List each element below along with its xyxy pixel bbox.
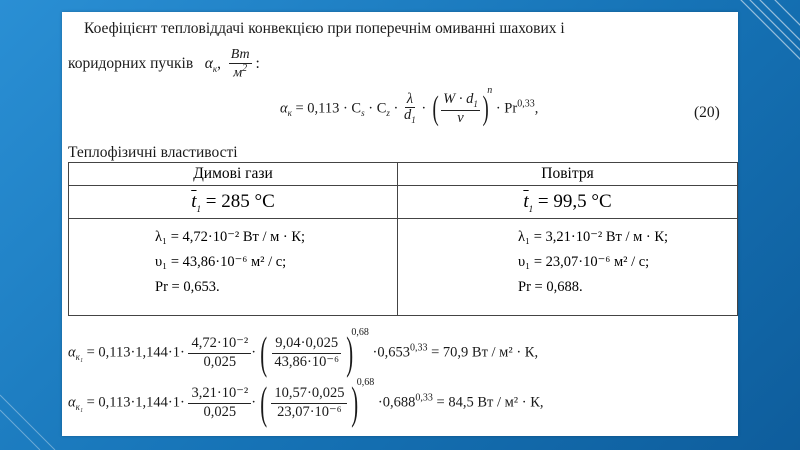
calc2-right-paren: ) [351,377,359,428]
props-air [398,219,738,316]
frac1-den-text: d [403,107,412,124]
table-temp-row [69,186,738,219]
document-page [62,12,738,436]
properties-table [68,162,738,316]
unit-fraction [229,48,252,81]
frac1-den-sub: 1 [411,115,416,126]
temp1-symbol: $\overline{t}$ [191,190,197,212]
calc2-f2-den: 23,07·10⁻⁶ [277,403,342,420]
calc2-lhs-sub: к₁ [75,402,83,413]
calc2-pr-exp: 0,33 [415,392,433,404]
alpha-subscript: к [212,64,218,75]
frac1-denominator [402,108,418,125]
calc2-pr: ·0,688 [377,394,416,411]
calc1-lhs: α [68,344,76,361]
formula-fraction-reynolds [441,92,480,126]
header-flue-gases: Димові гази [69,163,398,186]
calc1-pr: ·0,653 [372,344,410,361]
prop-line: λ₁ = 3,21·10⁻² Вт / м · К; [518,229,669,245]
heading-line-2: коридорних пучків $\alpha_к$, $\frac{Вт}{м^2}$ : [68,47,260,81]
prop-line: Pr = 0,688. [518,279,583,295]
calc1-f2-num: 9,04·0,025 [272,335,341,353]
calc2-result: = 84,5 Вт / м² · К, [432,394,544,411]
formula-lhs-sub: к [287,108,292,119]
formula-lhs: α [280,100,288,117]
temp1-sub: 1 [196,203,202,214]
frac2-num-sub: 1 [473,99,478,110]
unit-den-sup: 2 [242,62,248,74]
unit-numerator: Вт [230,47,250,62]
frac2-denominator: ν [457,109,464,126]
formula-cz: · C [364,100,387,117]
calc2-dot: · [251,394,257,411]
frac1-numerator: λ [406,91,413,108]
unit-den-text: м [233,65,243,81]
calc1-f1-num: 4,72·10⁻² [188,335,251,353]
calc1-right-paren: ) [346,327,354,378]
calc1-exp: 0,68 [351,326,369,338]
temp2-symbol: $\overline{t}$ [523,190,529,212]
heading-colon: : [255,55,260,73]
formula-coef: = 0,113 · C [295,100,362,117]
prop-line: υ₁ = 23,07·10⁻⁶ м² / с; [518,254,650,270]
calc2-left-paren: ( [260,377,268,428]
main-formula [280,84,539,127]
heading-line-2-text: коридорних пучків [68,55,194,73]
prop-line: Pr = 0,653. [155,279,220,295]
props-flue-gases-lines [69,219,397,300]
calc2-fraction-1 [188,385,251,420]
calculation-flue-gases [68,326,539,378]
calc2-prefix: = 0,113·1,144·1· [82,394,185,411]
calc1-pr-exp: 0,33 [409,342,428,354]
section-title: Теплофізичні властивості [68,144,238,161]
formula-pr-exp: 0,33 [517,98,535,110]
calc1-fraction-1 [188,335,251,370]
calc2-lhs: α [68,394,76,411]
table-props-row [69,219,738,316]
formula-cs-sub: s [361,108,365,119]
right-paren: ) [482,90,489,127]
prop-line: υ₁ = 43,86·10⁻⁶ м² / с; [155,254,287,270]
formula-dot-2: · [421,100,427,117]
calc1-result: = 70,9 Вт / м² · К, [427,344,539,361]
calc2-fraction-2 [271,385,347,420]
frac2-numerator [441,92,480,110]
alpha-char: α [204,55,213,73]
calc1-dot: · [251,344,257,361]
calc1-lhs-sub: к₁ [75,352,83,363]
temp1-value: = 285 °C [201,190,275,212]
calc1-prefix: = 0,113·1,144·1· [82,344,185,361]
formula-fraction-lambda [402,92,418,126]
calc2-f1-num: 3,21·10⁻² [188,385,251,403]
frac2-num-text: W · d [443,91,474,108]
prop-line: λ₁ = 4,72·10⁻² Вт / м · К; [155,229,306,245]
calc1-f1-den: 0,025 [203,353,237,370]
header-air: Повітря [398,163,738,186]
calc2-f2-num: 10,57·0,025 [271,385,347,403]
temp-air [398,186,738,219]
calc2-f1-den: 0,025 [203,403,237,420]
temp2-value: = 99,5 °C [533,190,612,212]
formula-dot: · [389,100,402,117]
formula-cz-sub: z [386,108,390,119]
formula-comma: , [534,100,539,117]
props-flue-gases [69,219,398,316]
formula-exponent: n [487,84,493,96]
unit-denominator [231,64,249,81]
calc1-f2-den: 43,86·10⁻⁶ [274,353,340,370]
equation-number: (20) [694,104,720,121]
calc1-fraction-2 [271,335,342,370]
calc2-exp: 0,68 [356,376,375,388]
temp-flue-gases [69,186,398,219]
calc1-left-paren: ( [260,327,268,378]
left-paren: ( [432,90,439,127]
table-header-row [69,163,738,186]
alpha-symbol [204,55,218,75]
heading-line-1: Коефіцієнт тепловіддачі конвекцією при поперечнім омиванні шахових і [84,20,565,37]
props-air-lines [398,219,737,300]
temp2-sub: 1 [528,203,534,214]
formula-pr: · Pr [495,100,518,117]
calculation-air [68,376,544,428]
